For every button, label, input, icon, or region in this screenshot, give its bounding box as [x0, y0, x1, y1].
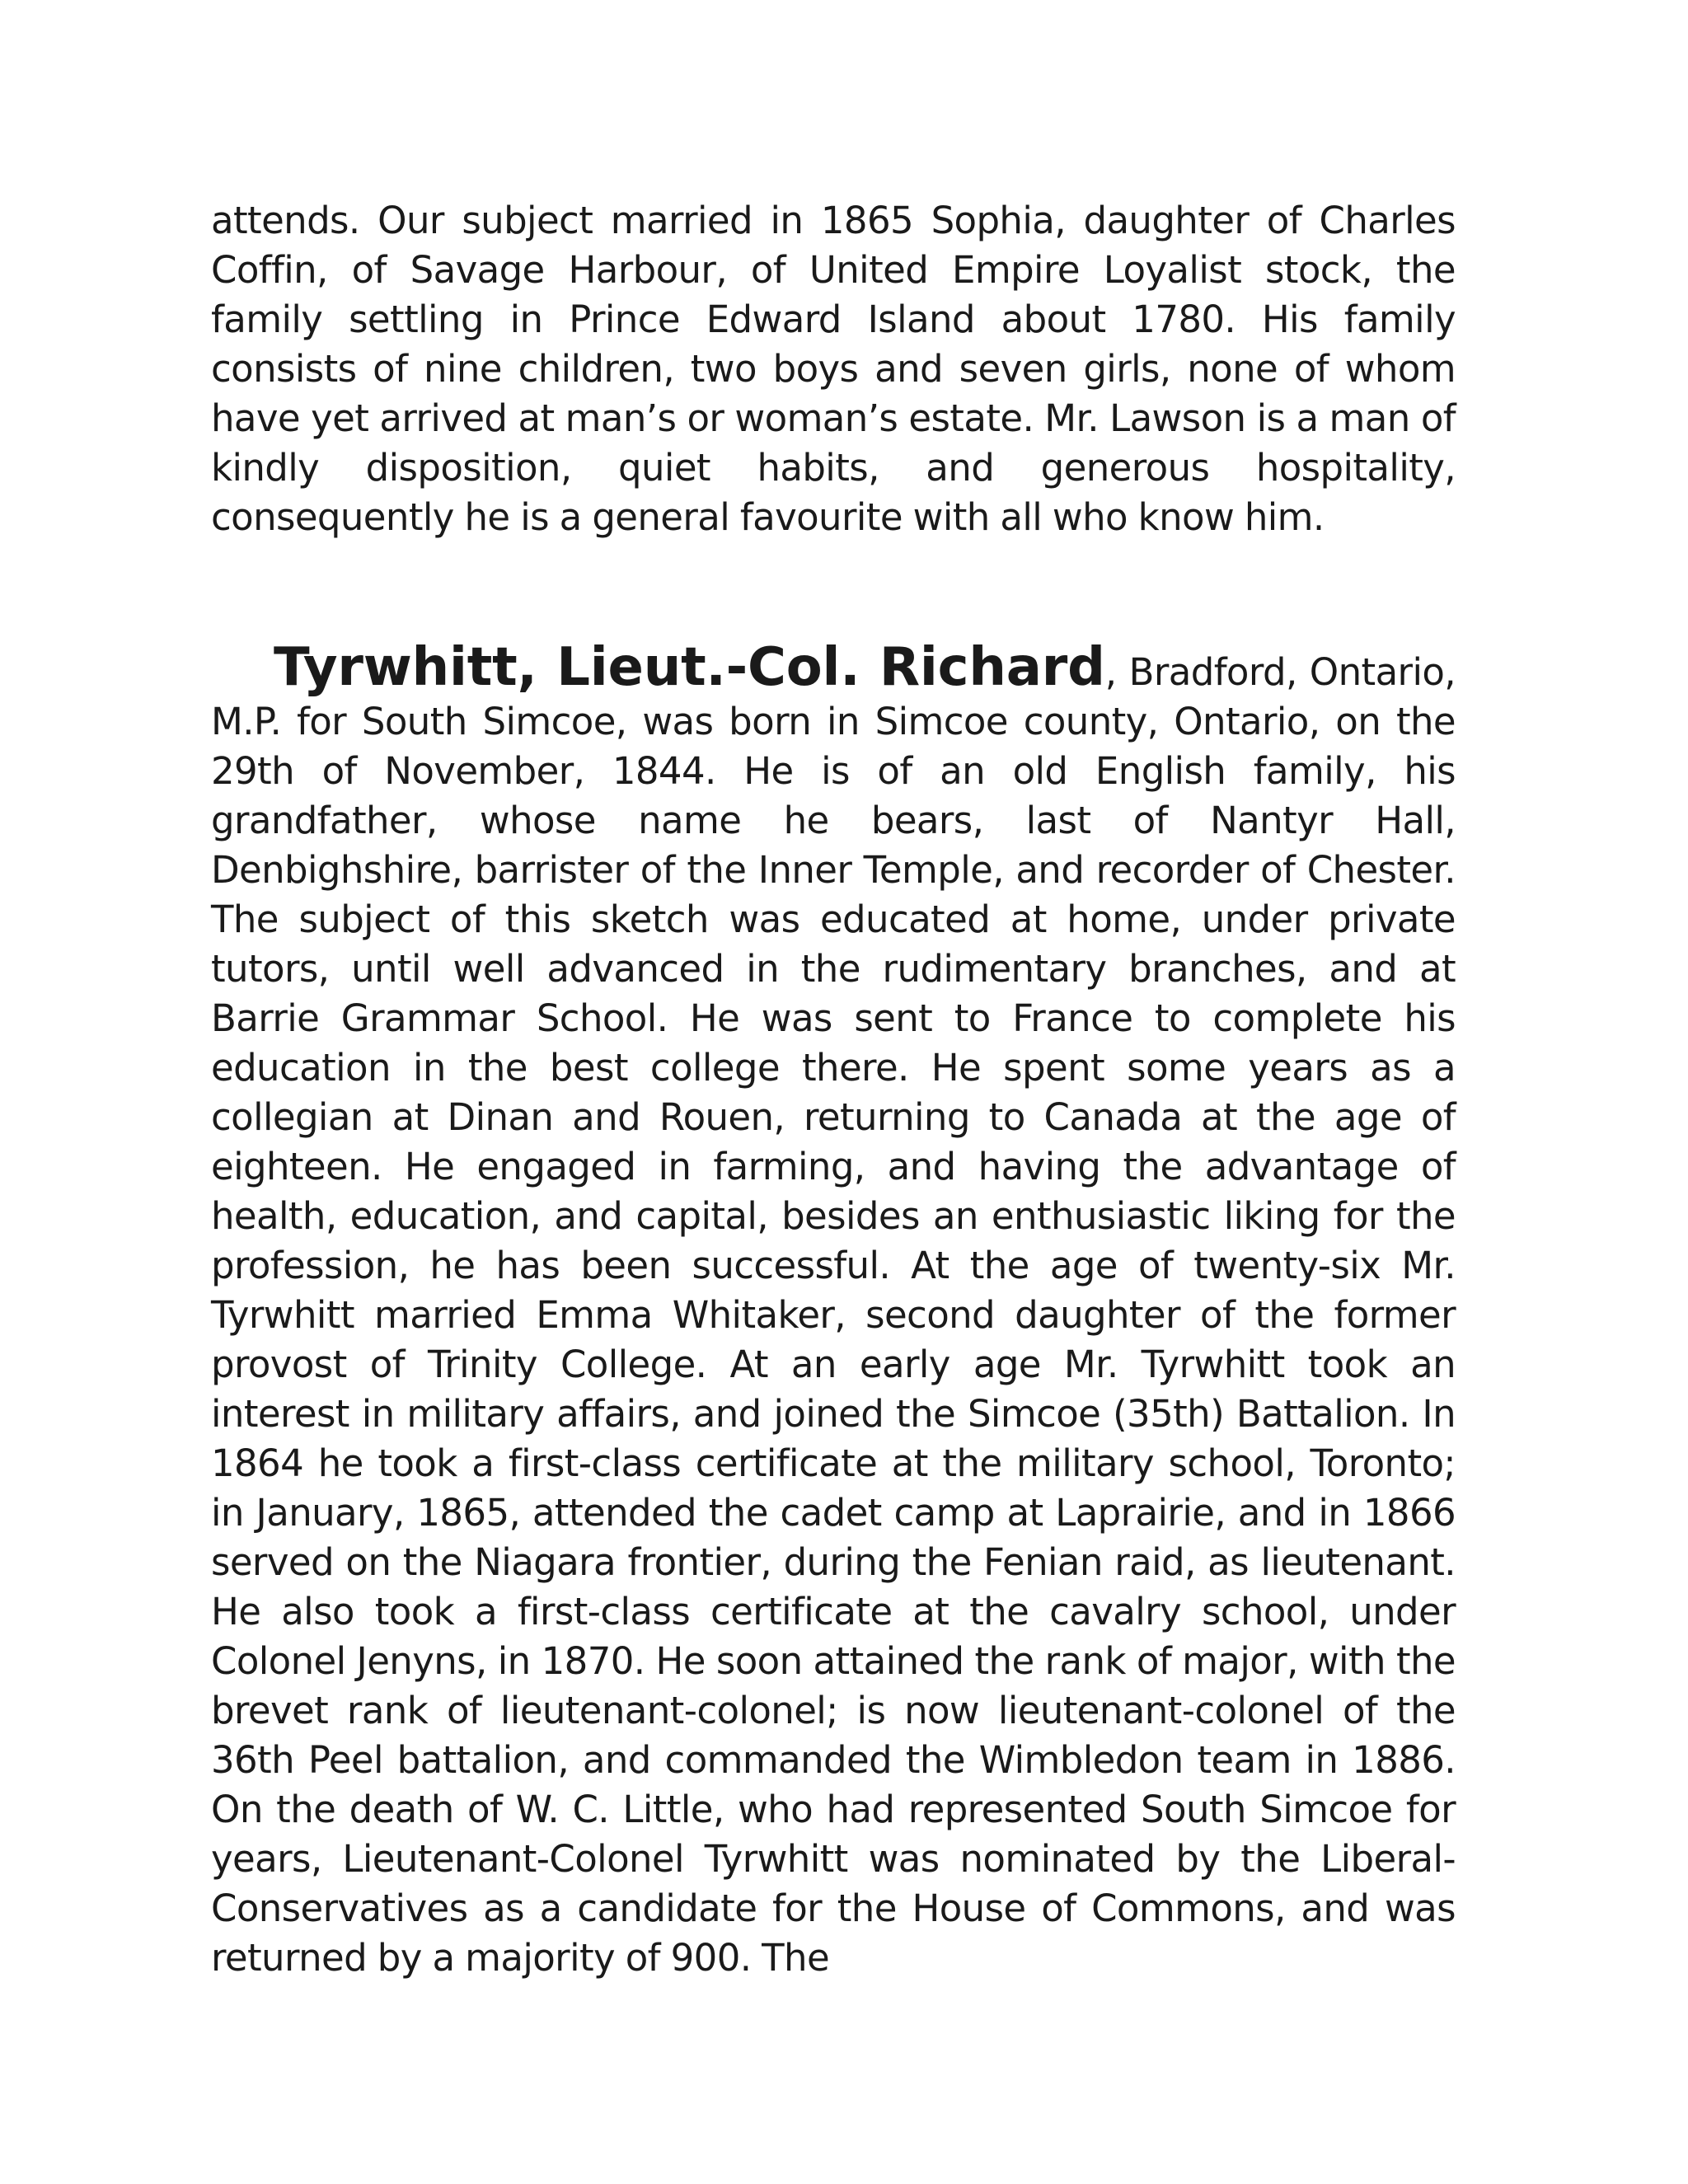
document-page	[211, 196, 1456, 1983]
entry-body: , Bradford, Ontario, M.P. for South Simcoe, was born in Simcoe county, Ontario, on the 29th of November, 1844. He is of an old English family, his grandfather, whose name he bears, last of Nantyr Hall, Denbighshire, barrister of the Inner Temple, and recorder of Chester. The subject of this sketch was educated at home, under private tutors, until well advanced in the rudimentary branches, and at Barrie Grammar School. He was sent to France to complete his education in the best college there. He spent some years as a collegian at Dinan and Rouen, returning to Canada at the age of eighteen. He engaged in farming, and having the advantage of health, education, and capital, besides an enthusiastic liking for the profession, he has been successful. At the age of twenty-six Mr. Tyrwhitt married Emma Whitaker, second daughter of the former provost of Trinity College. At an early age Mr. Tyrwhitt took an interest in military affairs, and joined the Simcoe (35th) Battalion. In 1864 he took a first-class certificate at the military school, Toronto; in January, 1865, attended the cadet camp at Laprairie, and in 1866 served on the Niagara frontier, during the Fenian raid, as lieutenant. He also took a first-class certificate at the cavalry school, under Colonel Jenyns, in 1870. He soon attained the rank of major, with the brevet rank of lieutenant-colonel; is now lieutenant-colonel of the 36th Peel battalion, and commanded the Wimbledon team in 1886. On the death of W. C. Little, who had represented South Simcoe for years, Lieutenant-Colonel Tyrwhitt was nominated by the Liberal-Conservatives as a candidate for the House of Commons, and was returned by a majority of 900. The	[211, 650, 1456, 1980]
entry-name: Tyrwhitt, Lieut.-Col. Richard	[274, 637, 1105, 698]
biography-entry	[211, 637, 1456, 1983]
continuation-paragraph: attends. Our subject married in 1865 Sophia, daughter of Charles Coffin, of Savage Harbour, of United Empire Loyalist stock, the family settling in Prince Edward Island about 1780. His family consists of nine children, two boys and seven girls, none of whom have yet arrived at man’s or woman’s estate. Mr. Lawson is a man of kindly disposition, quiet habits, and generous hospitality, consequently he is a general favourite with all who know him.	[211, 199, 1456, 539]
